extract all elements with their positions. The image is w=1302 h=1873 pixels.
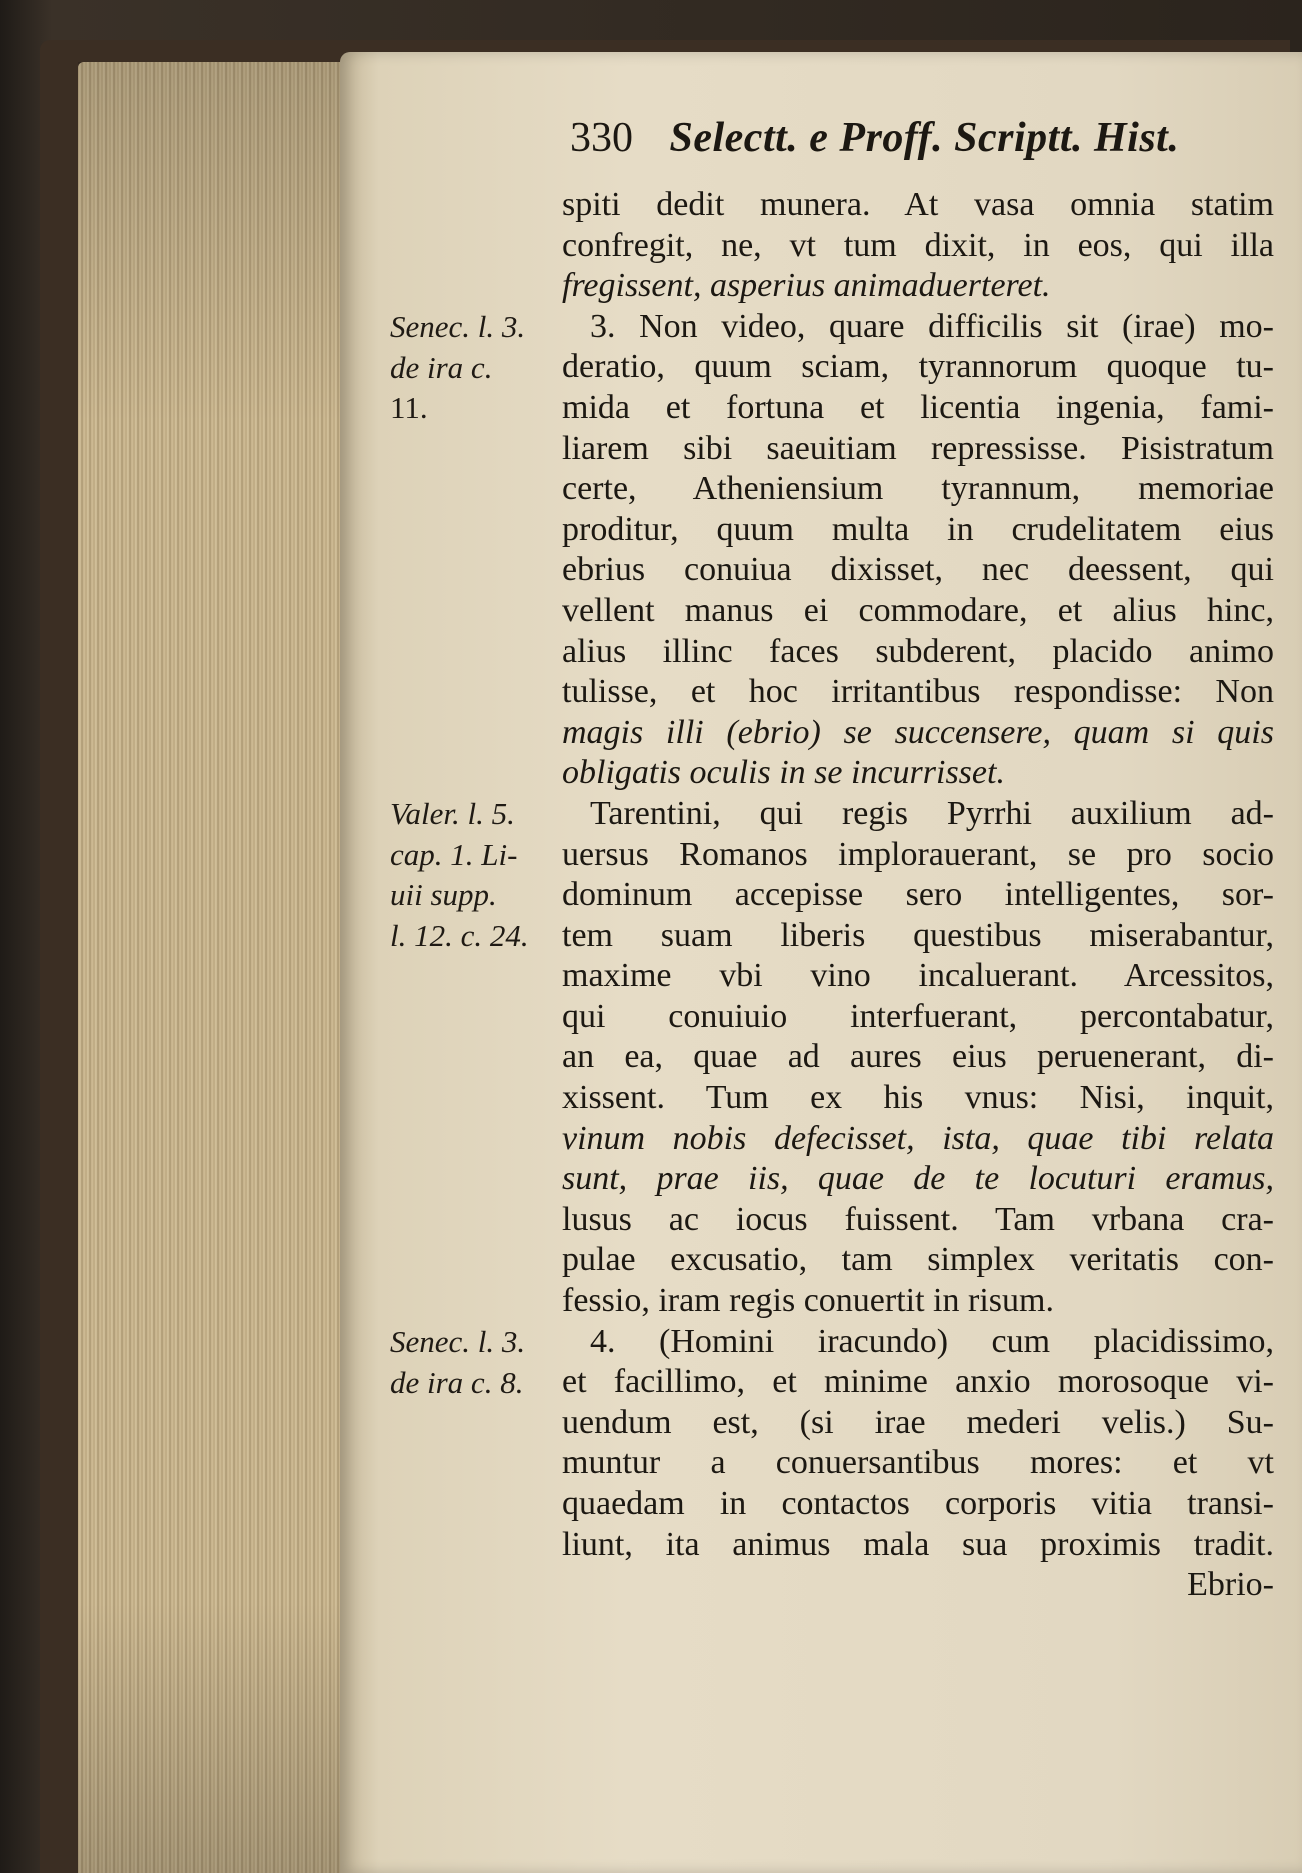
margin-note-line: 11. [390, 390, 428, 426]
text-line: fessio, iram regis conuertit in risum. [562, 1282, 1054, 1320]
text-line: 4. (Homini iracundo) cum placidissimo, [590, 1322, 1274, 1360]
text-line: fregissent, asperius animaduerteret. [562, 267, 1051, 305]
margin-note-line: Senec. l. 3. [390, 1324, 526, 1359]
text-line: ebrius conuiua dixisset, nec deessent, qui [562, 551, 1274, 589]
text-line: uersus Romanos implorauerant, se pro socio [562, 835, 1274, 873]
text-line: pulae excusatio, tam simplex veritatis con- [562, 1241, 1274, 1279]
margin-note-seneca-2 [390, 1322, 560, 1403]
margin-note-valerius [390, 794, 560, 956]
text-line: 3. Non video, quare difficilis sit (irae) mo- [590, 307, 1274, 345]
text-line: tem suam liberis questibus miserabantur, [562, 916, 1274, 954]
text-line: certe, Atheniensium tyrannum, memoriae [562, 470, 1274, 508]
text-line: maxime vbi vino incaluerant. Arcessitos, [562, 957, 1274, 995]
running-header [570, 114, 1262, 162]
book-page [340, 52, 1302, 1873]
running-title: Selectt. e Proff. Scriptt. Hist. [669, 115, 1180, 161]
text-line: Tarentini, qui regis Pyrrhi auxilium ad- [590, 794, 1274, 832]
text-line: vellent manus ei commodare, et alius hinc, [562, 591, 1274, 629]
margin-note-line: de ira c. [390, 349, 493, 385]
text-line: alius illinc faces subderent, placido animo [562, 632, 1274, 670]
text-line: tulisse, et hoc irritantibus respondisse: Non [562, 673, 1274, 711]
text-line: sunt, prae iis, quae de te locuturi eramus, [562, 1160, 1274, 1198]
text-line: quaedam in contactos corporis vitia transi- [562, 1485, 1274, 1522]
text-line: confregit, ne, vt tum dixit, in eos, qui illa [562, 226, 1274, 264]
text-line: mida et fortuna et licentia ingenia, fami- [562, 388, 1274, 426]
text-line: an ea, quae ad aures eius peruenerant, di- [562, 1038, 1274, 1076]
text-line: qui conuiuio interfuerant, percontabatur, [562, 997, 1274, 1035]
page-number: 330 [570, 115, 633, 161]
text-line: deratio, quum sciam, tyrannorum quoque tu- [562, 348, 1274, 386]
text-line: uendum est, (si irae mederi velis.) Su- [562, 1403, 1274, 1441]
text-line: liunt, ita animus mala sua proximis tradit. [562, 1525, 1274, 1563]
text-line: dominum accepisse sero intelligentes, sor- [562, 876, 1274, 914]
margin-note-line: l. 12. c. 24. [390, 917, 529, 953]
margin-note-line: de ira c. 8. [390, 1364, 524, 1400]
text-line: muntur a conuersantibus mores: et vt [562, 1444, 1274, 1482]
catchword: Ebrio- [1187, 1566, 1274, 1604]
text-line: xissent. Tum ex his vnus: Nisi, inquit, [562, 1079, 1274, 1117]
text-line: liarem sibi saeuitiam repressisse. Pisistratum [562, 429, 1274, 467]
margin-note-line: uii supp. [390, 877, 497, 913]
text-line: et facillimo, et minime anxio morosoque vi- [562, 1363, 1274, 1401]
text-line: obligatis oculis in se incurrisset. [562, 754, 1005, 792]
margin-note-line: cap. 1. Li- [390, 836, 518, 872]
text-line: proditur, quum multa in crudelitatem eius [562, 510, 1274, 548]
text-line: vinum nobis defecisset, ista, quae tibi relata [562, 1119, 1274, 1157]
margin-note-line: Senec. l. 3. [390, 309, 526, 344]
margin-note-seneca-1 [390, 307, 560, 429]
text-line: magis illi (ebrio) se succensere, quam si quis [562, 713, 1274, 751]
text-line: lusus ac iocus fuissent. Tam vrbana cra- [562, 1200, 1274, 1238]
page-edges-shadow [78, 62, 340, 1873]
margin-note-line: Valer. l. 5. [390, 796, 515, 831]
text-line: spiti dedit munera. At vasa omnia statim [562, 186, 1274, 223]
body-text [562, 185, 1274, 1606]
